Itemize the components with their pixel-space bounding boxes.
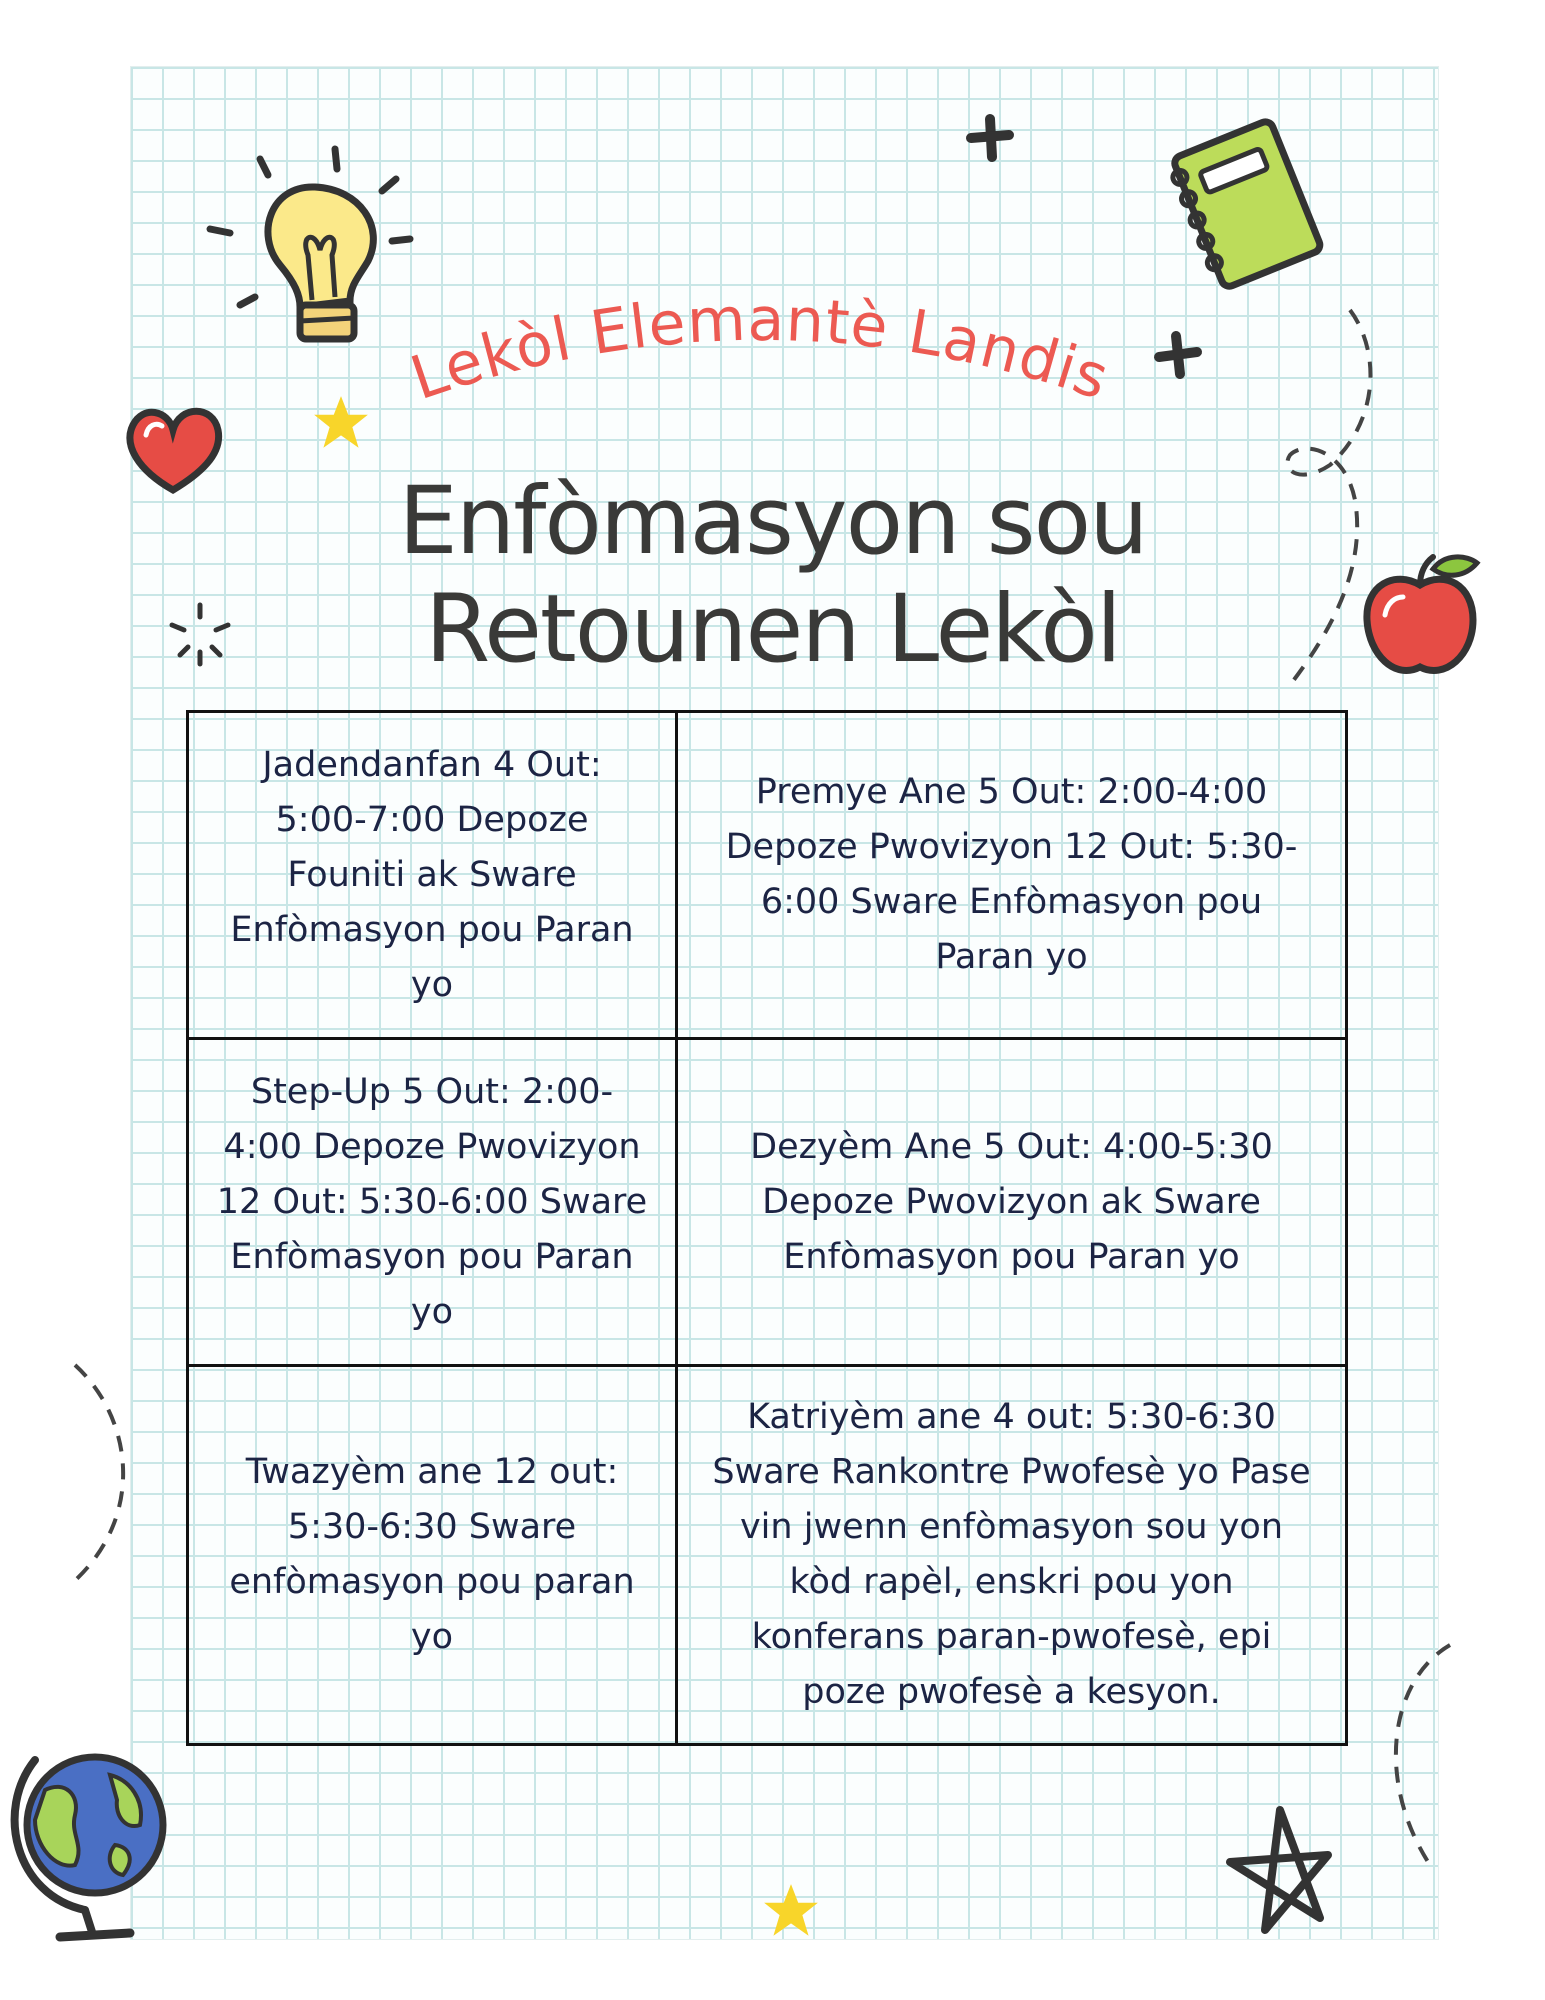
schedule-cell-kindergarten: Jadendanfan 4 Out: 5:00-7:00 Depoze Founiti ak Sware Enfòmasyon pou Paran yo bbox=[189, 713, 678, 1040]
dashed-arc bbox=[1370, 1640, 1460, 1870]
notebook-icon bbox=[1160, 110, 1330, 300]
page-title-line-2: Retounen Lekòl bbox=[425, 575, 1120, 684]
star-outline-icon bbox=[1210, 1800, 1350, 1940]
lightbulb-icon bbox=[200, 135, 430, 365]
svg-text:Lekòl Elemantè Landis bbox=[402, 285, 1117, 410]
dashed-arc bbox=[55, 1360, 145, 1590]
schedule-table bbox=[186, 710, 1348, 1746]
star-icon bbox=[760, 1880, 822, 1942]
sparkle-icon bbox=[160, 600, 240, 670]
globe-icon bbox=[5, 1735, 170, 1945]
cross-icon bbox=[965, 113, 1015, 163]
school-name-text: Lekòl Elemantè Landis bbox=[402, 284, 1118, 410]
schedule-cell-third-grade: Twazyèm ane 12 out: 5:30-6:30 Sware enfòmasyon pou paran yo bbox=[189, 1367, 678, 1743]
cross-icon bbox=[1153, 330, 1203, 380]
page-title bbox=[300, 468, 1245, 684]
page-title-line-1: Enfòmasyon sou bbox=[398, 467, 1147, 576]
star-icon bbox=[310, 392, 372, 454]
schedule-cell-step-up: Step-Up 5 Out: 2:00-4:00 Depoze Pwovizyon 12 Out: 5:30-6:00 Sware Enfòmasyon pou Paran yo bbox=[189, 1040, 678, 1367]
school-name bbox=[400, 250, 1120, 410]
heart-icon bbox=[118, 390, 228, 500]
schedule-cell-first-grade: Premye Ane 5 Out: 2:00-4:00 Depoze Pwovizyon 12 Out: 5:30-6:00 Sware Enfòmasyon pou Paran yo bbox=[678, 713, 1345, 1040]
schedule-cell-second-grade: Dezyèm Ane 5 Out: 4:00-5:30 Depoze Pwovizyon ak Sware Enfòmasyon pou Paran yo bbox=[678, 1040, 1345, 1367]
schedule-cell-fourth-grade: Katriyèm ane 4 out: 5:30-6:30 Sware Rankontre Pwofesè yo Pase vin jwenn enfòmasyon sou yon kòd rapèl, enskri pou yon konferans paran-pwofesè, epi poze pwofesè a kesyon. bbox=[712, 1397, 1311, 1712]
apple-icon bbox=[1355, 545, 1485, 685]
